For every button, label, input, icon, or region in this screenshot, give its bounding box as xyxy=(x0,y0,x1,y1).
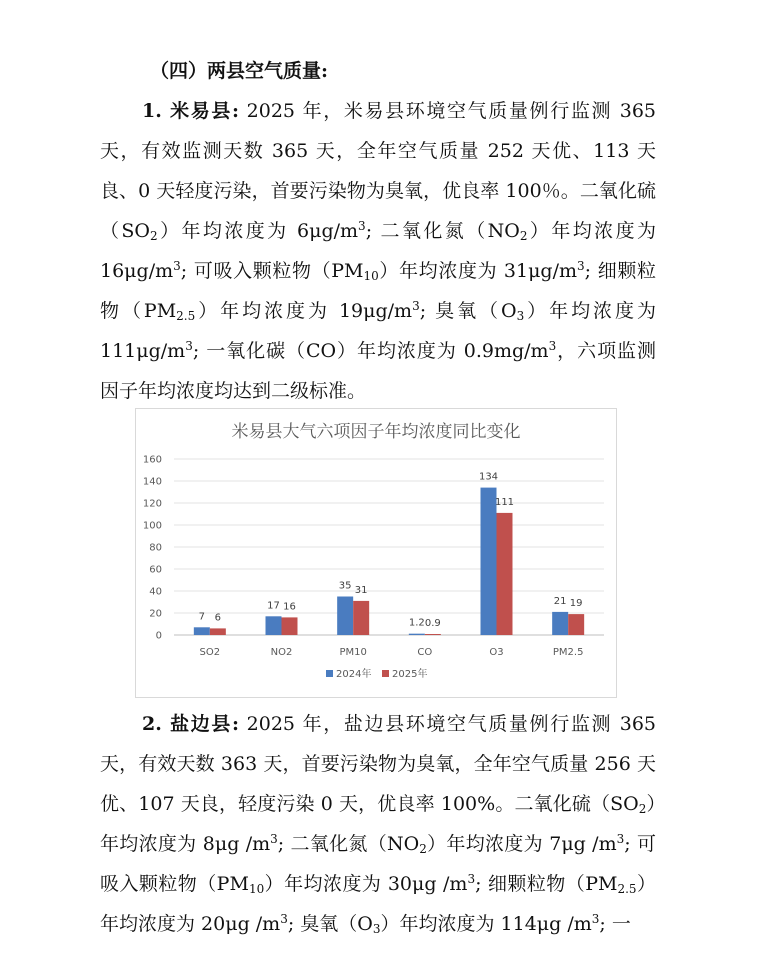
y-tick-label: 20 xyxy=(149,608,162,620)
y-tick-label: 40 xyxy=(149,586,162,598)
bar xyxy=(409,634,425,635)
y-tick-label: 100 xyxy=(142,520,162,532)
legend-swatch xyxy=(382,670,389,677)
data-label: 134 xyxy=(478,471,499,483)
bar xyxy=(337,597,353,636)
superscript: 3 xyxy=(173,259,181,273)
text-run: ）年均浓度为 7μg /m xyxy=(426,833,617,855)
text-run: ; 细颗粒物（PM xyxy=(475,873,618,895)
data-label: 16 xyxy=(283,601,296,613)
superscript: 3 xyxy=(467,872,476,886)
bar xyxy=(282,617,298,635)
y-tick-label: 0 xyxy=(155,630,162,642)
data-label: 1.2 xyxy=(408,617,425,629)
text-run: ）年均浓度为 6μg/m xyxy=(157,220,359,242)
x-tick-label: SO2 xyxy=(199,647,221,658)
text-run: ）年均浓度为 114μg /m xyxy=(380,913,592,935)
section-heading: （四）两县空气质量: xyxy=(150,60,329,82)
bar xyxy=(353,601,369,635)
text-run: ; 细颗粒物（PM xyxy=(100,260,656,322)
data-label: 35 xyxy=(338,580,352,592)
subscript: 2.5 xyxy=(617,882,637,896)
text-run: ）年均浓度为 20μg /m xyxy=(100,873,656,935)
data-label: 19 xyxy=(569,598,583,610)
x-tick-label: PM10 xyxy=(339,647,367,658)
data-label: 21 xyxy=(553,595,567,607)
paragraph-lead: 2. 盐边县: xyxy=(142,713,239,735)
text-run: ; 二氧化氮（NO xyxy=(365,220,520,242)
x-tick-label: NO2 xyxy=(270,647,293,658)
y-tick-label: 160 xyxy=(142,454,162,466)
text-run: ）年均浓度为 30μg /m xyxy=(264,873,468,895)
text-run: ; 臭氧（O xyxy=(287,913,373,935)
y-tick-label: 120 xyxy=(142,498,162,510)
y-tick-label: 80 xyxy=(149,542,162,554)
superscript: 3 xyxy=(577,259,585,273)
subscript: 2 xyxy=(519,229,528,243)
data-label: 7 xyxy=(198,611,206,623)
chart-title: 米易县大气六项因子年均浓度同比变化 xyxy=(231,422,521,442)
subscript: 3 xyxy=(372,922,381,936)
subscript: 10 xyxy=(248,882,265,896)
text-run: ）年均浓度为 8μg /m xyxy=(100,793,656,855)
text-run: ; 一 xyxy=(599,913,631,935)
superscript: 3 xyxy=(412,299,420,313)
chart-canvas xyxy=(136,409,616,697)
text-run: ; 臭氧（O xyxy=(419,300,517,322)
data-label: 111 xyxy=(494,496,515,508)
bar xyxy=(425,634,441,635)
bar xyxy=(481,488,497,635)
bar xyxy=(552,612,568,635)
superscript: 3 xyxy=(591,912,600,926)
text-run: ; 可吸入颗粒物（PM xyxy=(100,833,656,895)
bar xyxy=(568,614,584,635)
paragraph-miyi xyxy=(100,91,656,411)
subscript: 3 xyxy=(516,309,525,323)
bar xyxy=(194,627,210,635)
superscript: 3 xyxy=(548,339,557,353)
subscript: 2 xyxy=(419,842,427,856)
text-run: ; 可吸入颗粒物（PM xyxy=(180,260,364,282)
subscript: 2.5 xyxy=(176,309,196,323)
superscript: 3 xyxy=(358,219,366,233)
text-run: ）年均浓度为 31μg/m xyxy=(378,260,577,282)
bar xyxy=(266,616,282,635)
bar xyxy=(210,628,226,635)
bar-chart xyxy=(135,408,617,698)
text-run: ）年均浓度为 111μg/m xyxy=(100,300,656,362)
superscript: 3 xyxy=(280,912,288,926)
legend-label: 2024年 xyxy=(336,669,372,680)
text-run: 2025 年，盐边县环境空气质量例行监测 365 天，有效天数 363 天，首要污染物为臭氧，全年空气质量 256 天优、107 天良，轻度污染 0 天，优良率 100%。二氧化硫（SO xyxy=(100,713,656,815)
paragraph-lead: 1. 米易县: xyxy=(142,100,239,122)
data-label: 17 xyxy=(267,600,280,612)
subscript: 2 xyxy=(150,229,158,243)
superscript: 3 xyxy=(616,832,625,846)
x-tick-label: PM2.5 xyxy=(552,647,584,658)
data-label: 31 xyxy=(354,584,368,596)
x-tick-label: CO xyxy=(417,647,433,658)
data-label: 0.9 xyxy=(424,618,441,630)
x-tick-label: O3 xyxy=(489,647,504,658)
text-run: 2025 年，米易县环境空气质量例行监测 365 天，有效监测天数 365 天，全年空气质量 252 天优、113 天良、0 天轻度污染，首要污染物为臭氧，优良率 100％。二氧化硫（SO xyxy=(100,100,656,242)
text-run: ; 一氧化碳（CO）年均浓度为 0.9mg/m xyxy=(192,340,549,362)
superscript: 3 xyxy=(185,339,193,353)
data-label: 6 xyxy=(214,612,222,624)
text-run: ）年均浓度为 19μg/m xyxy=(195,300,413,322)
text-run: ; 二氧化氮（NO xyxy=(277,833,420,855)
bar xyxy=(497,513,513,635)
y-tick-label: 140 xyxy=(142,476,162,488)
text-run: ，六项监测因子年均浓度均达到二级标准。 xyxy=(100,340,656,402)
subscript: 2 xyxy=(638,802,647,816)
text-run: ）年均浓度为 16μg/m xyxy=(100,220,656,282)
subscript: 10 xyxy=(363,269,379,283)
paragraph-yanbian xyxy=(100,704,656,944)
y-tick-label: 60 xyxy=(149,564,162,576)
superscript: 3 xyxy=(270,832,278,846)
legend-swatch xyxy=(326,670,333,677)
legend-label: 2025年 xyxy=(392,669,428,680)
